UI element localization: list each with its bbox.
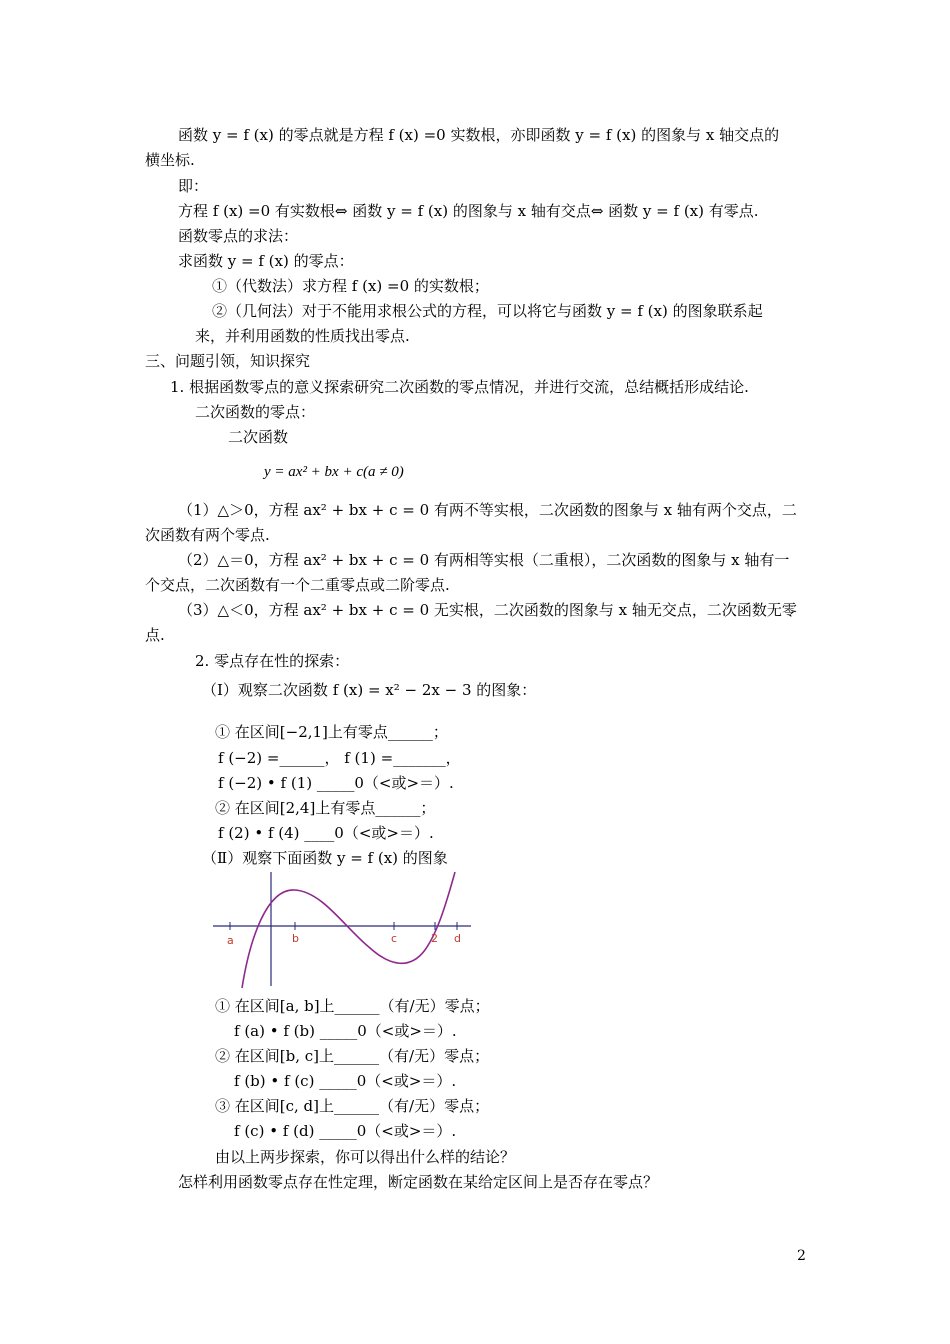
label-d: d bbox=[454, 932, 461, 945]
part-1-question-2-product: f (2) • f (4) ____0（<或>＝）. bbox=[218, 824, 434, 842]
quadratic-zero-title: 二次函数的零点： bbox=[195, 403, 316, 421]
function-curve bbox=[242, 872, 455, 988]
case-1-line-1: （1）△＞0，方程 ax² + bx + c = 0 有两不等实根，二次函数的图象与 x 轴有两个交点，二 bbox=[178, 501, 797, 519]
part-2-title: （Ⅱ）观察下面函数 y = f (x) 的图象 bbox=[202, 849, 448, 867]
ji-label: 即： bbox=[178, 177, 209, 195]
quadratic-formula: y = ax² + bx + c(a ≠ 0) bbox=[264, 464, 404, 480]
equivalence-statement: 方程 f (x) =0 有实数根⇔ 函数 y = f (x) 的图象与 x 轴有交点⇔ 函数 y = f (x) 有零点. bbox=[178, 202, 759, 220]
method-item-2-line-1: ②（几何法）对于不能用求根公式的方程，可以将它与函数 y = f (x) 的图象联系起 bbox=[212, 302, 763, 320]
part-1-title: （Ⅰ）观察二次函数 f (x) = x² − 2x − 3 的图象： bbox=[202, 681, 537, 699]
page-number: 2 bbox=[797, 1248, 806, 1264]
part-1-question-1-product: f (−2) • f (1) _____0（<或>＝）. bbox=[218, 774, 454, 792]
part-2-question-1-product: f (a) • f (b) _____0（<或>＝）. bbox=[234, 1022, 457, 1040]
case-2-line-2: 个交点，二次函数有一个二重零点或二阶零点. bbox=[145, 576, 450, 594]
part-1-question-1-values: f (−2) =______， f (1) =_______， bbox=[218, 749, 461, 767]
section-3-heading: 三、问题引领，知识探究 bbox=[145, 352, 311, 370]
cubic-function-graph bbox=[205, 868, 475, 990]
method-intro: 求函数 y = f (x) 的零点： bbox=[178, 252, 354, 270]
method-item-2-line-2: 来，并利用函数的性质找出零点. bbox=[195, 327, 410, 345]
method-title: 函数零点的求法： bbox=[178, 227, 299, 245]
part-1-question-2: ② 在区间[2,4]上有零点______； bbox=[215, 799, 436, 817]
definition-line-1: 函数 y = f (x) 的零点就是方程 f (x) =0 实数根，亦即函数 y = f (x) 的图象与 x 轴交点的 bbox=[178, 126, 780, 144]
part-1-question-1: ① 在区间[−2,1]上有零点______； bbox=[215, 723, 448, 741]
label-c: c bbox=[391, 932, 398, 945]
conclusion-question: 由以上两步探索，你可以得出什么样的结论？ bbox=[215, 1148, 516, 1166]
quadratic-label: 二次函数 bbox=[228, 428, 289, 446]
explore-title: 2. 零点存在性的探索： bbox=[195, 652, 350, 670]
definition-line-2: 横坐标. bbox=[145, 151, 195, 169]
method-item-1: ①（代数法）求方程 f (x) =0 的实数根； bbox=[212, 277, 489, 295]
label-b: b bbox=[292, 932, 299, 945]
part-2-question-2: ② 在区间[b, c]上______（有/无）零点； bbox=[215, 1047, 490, 1065]
part-2-question-1: ① 在区间[a, b]上______（有/无）零点； bbox=[215, 997, 490, 1015]
part-2-question-2-product: f (b) • f (c) _____0（<或>＝）. bbox=[234, 1072, 457, 1090]
case-1-line-2: 次函数有两个零点. bbox=[145, 526, 270, 544]
final-question: 怎样利用函数零点存在性定理，断定函数在某给定区间上是否存在零点？ bbox=[178, 1173, 659, 1191]
label-two: 2 bbox=[431, 932, 438, 945]
part-2-question-3: ③ 在区间[c, d]上______（有/无）零点； bbox=[215, 1097, 490, 1115]
case-2-line-1: （2）△＝0，方程 ax² + bx + c = 0 有两相等实根（二重根），二次函数的图象与 x 轴有一 bbox=[178, 551, 790, 569]
case-3-line-2: 点. bbox=[145, 626, 165, 644]
label-a: a bbox=[227, 934, 234, 947]
part-2-question-3-product: f (c) • f (d) _____0（<或>＝）. bbox=[234, 1122, 457, 1140]
case-3-line-1: （3）△＜0，方程 ax² + bx + c = 0 无实根，二次函数的图象与 x 轴无交点，二次函数无零 bbox=[178, 601, 797, 619]
question-1: 1. 根据函数零点的意义探索研究二次函数的零点情况，并进行交流，总结概括形成结论. bbox=[170, 378, 749, 396]
